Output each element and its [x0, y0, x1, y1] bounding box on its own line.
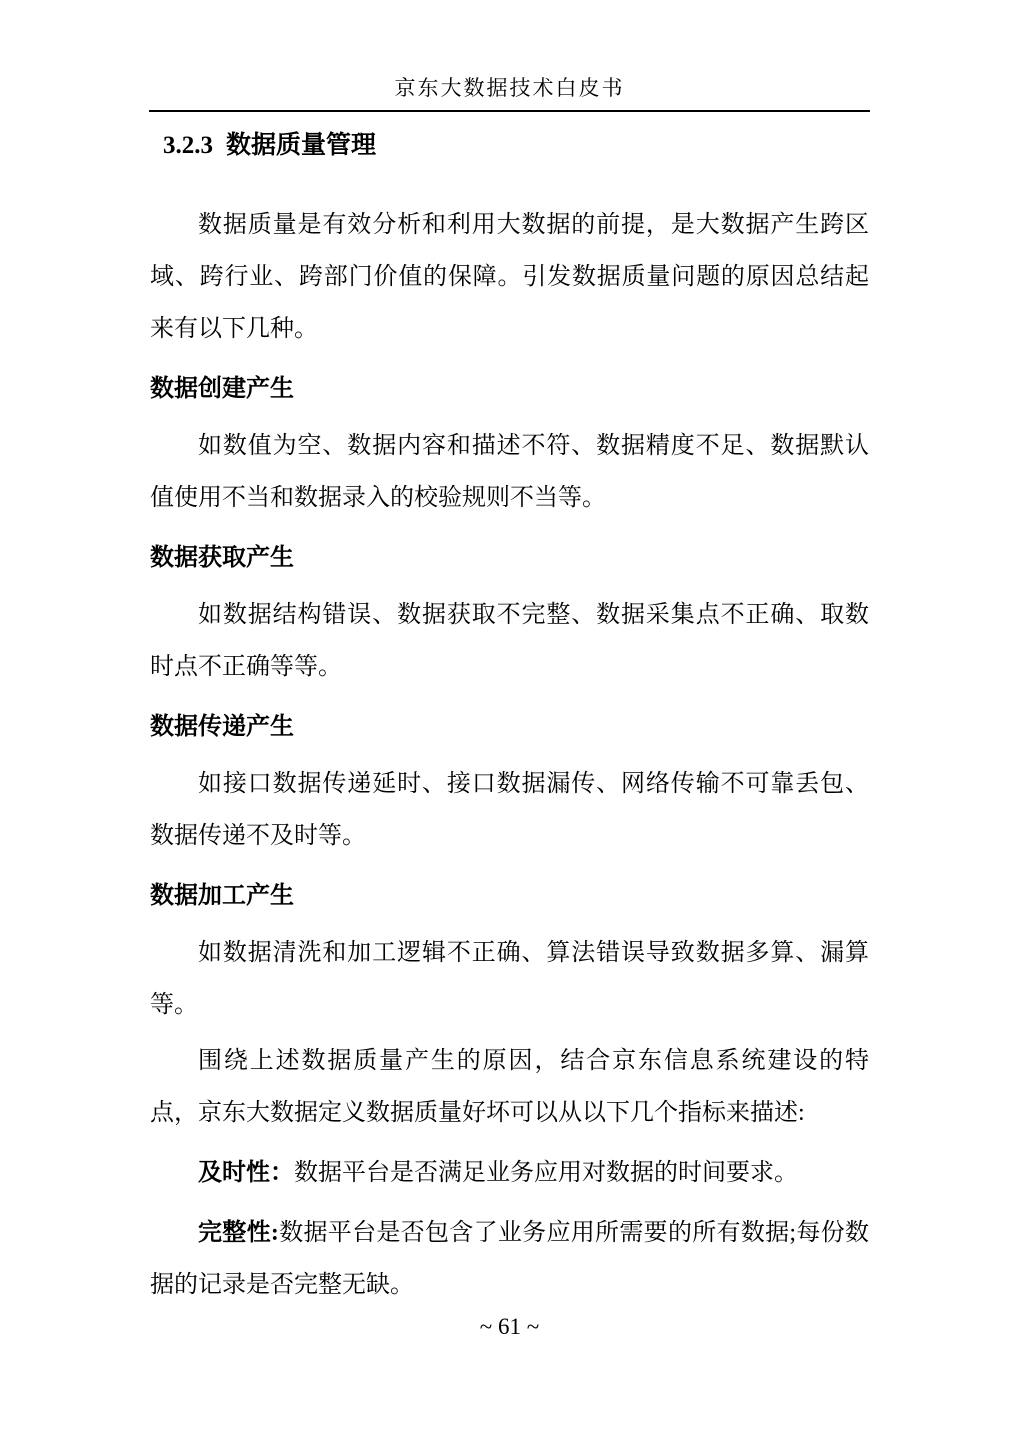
- indicator-completeness-term: 完整性:: [198, 1220, 279, 1246]
- block-heading-data-processing: 数据加工产生: [150, 883, 294, 909]
- block-body-data-processing: 如数据清洗和加工逻辑不正确、算法错误导致数据多算、漏算等。: [150, 940, 869, 1018]
- summary-paragraph: 围绕上述数据质量产生的原因，结合京东信息系统建设的特点，京东大数据定义数据质量好坏可以从以下几个指标来描述:: [150, 1048, 869, 1126]
- block-body-data-acquisition: 如数据结构错误、数据获取不完整、数据采集点不正确、取数时点不正确等等。: [150, 602, 869, 680]
- intro-paragraph: 数据质量是有效分析和利用大数据的前提，是大数据产生跨区域、跨行业、跨部门价值的保障。引发数据质量问题的原因总结起来有以下几种。: [150, 212, 869, 342]
- indicator-completeness-definition: 数据平台是否包含了业务应用所需要的所有数据;每份数据的记录是否完整无缺。: [150, 1220, 869, 1298]
- indicator-timeliness-term: 及时性：: [198, 1160, 294, 1186]
- indicator-timeliness-definition: 数据平台是否满足业务应用对数据的时间要求。: [294, 1160, 798, 1186]
- block-body-data-creation: 如数值为空、数据内容和描述不符、数据精度不足、数据默认值使用不当和数据录入的校验规则不当等。: [150, 433, 869, 511]
- page-number: ~ 61 ~: [479, 1314, 540, 1339]
- block-heading-data-acquisition: 数据获取产生: [150, 545, 294, 571]
- indicator-completeness: [150, 1207, 869, 1311]
- document-body: [0, 125, 1019, 1311]
- section-heading: [150, 125, 869, 167]
- header-title: 京东大数据技术白皮书: [394, 76, 625, 100]
- section-title-text: 数据质量管理: [226, 132, 377, 159]
- block-body-data-transfer: 如接口数据传递延时、接口数据漏传、网络传输不可靠丢包、数据传递不及时等。: [150, 771, 869, 849]
- document-header: [149, 0, 870, 112]
- block-heading-data-transfer: 数据传递产生: [150, 714, 294, 740]
- block-heading-data-creation: 数据创建产生: [150, 376, 294, 402]
- indicator-timeliness: [150, 1147, 869, 1199]
- section-number: 3.2.3: [163, 132, 213, 159]
